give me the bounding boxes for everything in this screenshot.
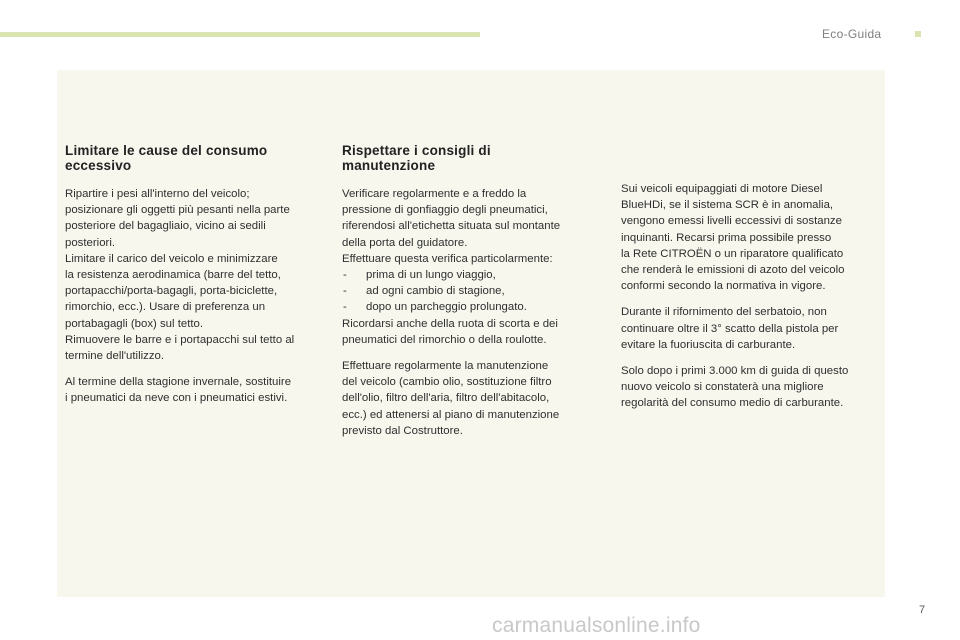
header-accent-bar: [0, 32, 480, 37]
paragraph-refuelling: Durante il rifornimento del serbatoio, non continuare oltre il 3° scatto della pistola per evitare la fuoriuscita di carburante.: [621, 306, 839, 351]
paragraph-tyres-season: Al termine della stagione invernale, sostituire i pneumatici da neve con i pneumatici estivi.: [65, 376, 292, 405]
paragraph-running-in: Solo dopo i primi 3.000 km di guida di questo nuovo veicolo si constaterà una migliore regolarità del consumo medio di carburante.: [621, 365, 849, 410]
paragraph-load-distribution: Ripartire i pesi all'interno del veicolo; posizionare gli oggetti più pesanti nella parte posteriore del bagagliaio, vicino ai sedili posteriori. Limitare il carico del veicolo e minimizzare la resistenza aerodinamica (barre del tetto, portapacchi/porta-bagagli, porta-biciclette, rimorchio, ecc.). Usare di preferenza un portabagagli (box) sul tetto. Rimuovere le barre e i portapacchi sul tetto al termine dell'utilizzo.: [65, 188, 295, 363]
list-item: - ad ogni cambio di stagione,: [342, 283, 587, 299]
list-item: - dopo un parcheggio prolungato.: [342, 299, 587, 315]
paragraph-scr-system: Sui veicoli equipaggiati di motore Diesel BlueHDi, se il sistema SCR è in anomalia, vengono emessi livelli eccessivi di sostanze inquinanti. Recarsi prima possibile presso la Rete CITROËN o un riparatore qualificato che renderà le emissioni di azoto del veicolo conformi secondo la normativa in vigore.: [621, 183, 845, 293]
column-notes: [621, 181, 876, 422]
heading-consumption: Limitare le cause del consumo eccessivo: [65, 143, 268, 173]
column-maintenance: [342, 143, 587, 449]
watermark: carmanualsonline.info: [492, 614, 701, 637]
heading-maintenance: Rispettare i consigli di manutenzione: [342, 143, 491, 173]
column-consumption: [65, 143, 325, 417]
paragraph-service-plan: Effettuare regolarmente la manutenzione del veicolo (cambio olio, sostituzione filtro dell'olio, filtro dell'aria, filtro dell'abitacolo, ecc.) ed attenersi al piano di manutenzione previsto dal Costruttore.: [342, 360, 560, 437]
header-accent-square: [915, 31, 921, 37]
list-item: - prima di un lungo viaggio,: [342, 267, 587, 283]
page-number: 7: [919, 604, 926, 616]
section-title: Eco-Guida: [822, 27, 882, 41]
paragraph-tyre-pressure: Verificare regolarmente e a freddo la pressione di gonfiaggio degli pneumatici, riferendosi all'etichetta situata sul montante della porta del guidatore. Effettuare questa verifica particolarmente: - prima di un lungo viaggio, - ad ogni cambio di stagione, - dopo un parcheggio prolungato. Ricordarsi anche della ruota di scorta e dei pneumatici del rimorchio o della roulotte.: [342, 186, 587, 348]
